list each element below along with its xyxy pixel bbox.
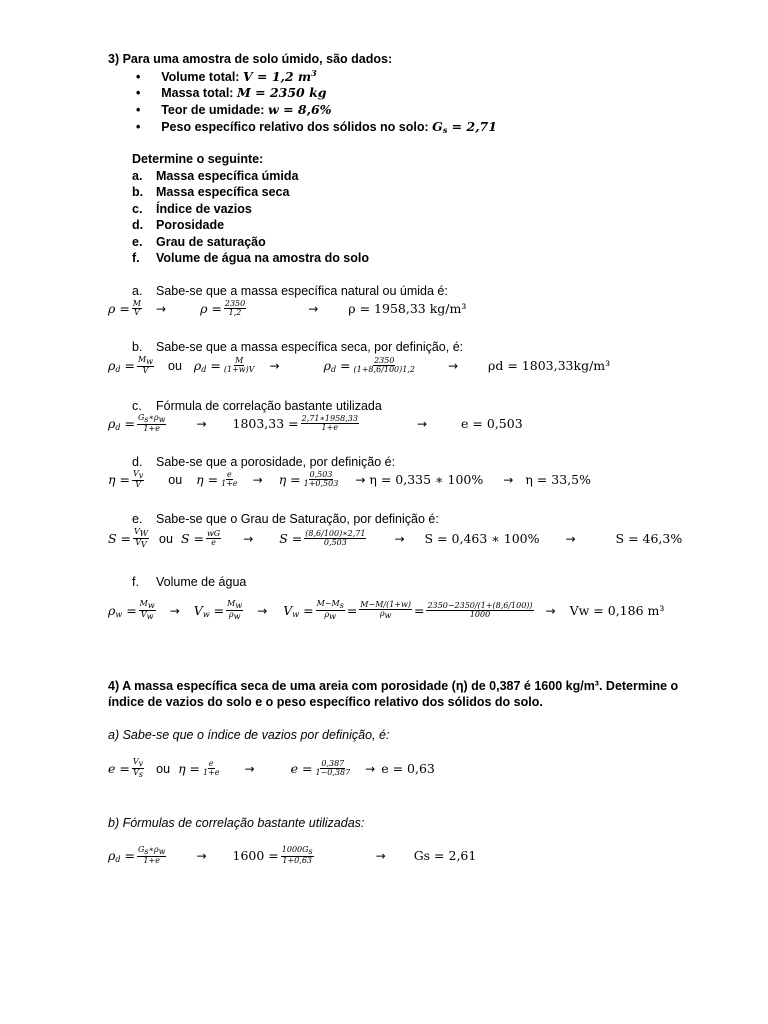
q4-b-label: b) Fórmulas de correlação bastante utilizadas:: [108, 816, 365, 830]
q4-heading-line2: índice de vazios do solo e o peso específico relativo dos sólidos do solo.: [108, 695, 543, 709]
result-rho-d: ρd = 1803,33kg/m³: [488, 358, 611, 374]
step-e-label: e. Sabe-se que o Grau de Saturação, por definição é:: [132, 512, 439, 526]
result-rho: ρ = 1958,33 kg/m³: [348, 301, 467, 317]
equation-q4-b: $\rho_d$ = $\frac{Gs∗\rho w}{1+e}$ → 1600 = $\frac{1000Gs}{1+0,63}$ → Gs = 2,61: [108, 845, 477, 866]
q4-a-label: a) Sabe-se que o índice de vazios por definição, é:: [108, 728, 390, 742]
step-b-label: b. Sabe-se que a massa específica seca, por definição, é:: [132, 340, 464, 354]
list-item: c. Índice de vazios: [132, 202, 252, 216]
equation-c: $\rho_d$ = $\frac{Gs∗\rho w}{1+e}$ → 1803,33 = $\frac{2,71∗1958,33}{1+e}$ → e = 0,503: [108, 413, 523, 434]
result-eta: η = 33,5%: [525, 472, 591, 488]
equation-d: η = $\frac{Vv}{V}$ ou η = $\frac{e}{1+e}$ → η = $\frac{0,503}{1+0,503}$ → η = 0,335 ∗ 100% → η = 33,5%: [108, 469, 591, 490]
bullet-mass: • Massa total: M = 2350 kg: [136, 85, 327, 100]
step-d-label: d. Sabe-se que a porosidade, por definição é:: [132, 455, 396, 469]
result-q4-e: e = 0,63: [381, 761, 435, 777]
bullet-gs: • Peso específico relativo dos sólidos no solo: $G_s = 2,71$: [136, 119, 497, 135]
result-e: e = 0,503: [461, 416, 523, 432]
q4-heading-line1: 4) A massa específica seca de uma areia com porosidade (η) de 0,387 é 1600 kg/m³. Determine o: [108, 679, 679, 693]
determine-label: Determine o seguinte:: [132, 152, 264, 166]
result-q4-gs: Gs = 2,61: [413, 848, 477, 864]
list-item: b. Massa específica seca: [132, 185, 290, 199]
equation-e: S = $\frac{VW}{VV}$ ou S = $\frac{wG}{e}$ → S = $\frac{(8,6/100)∗2,71}{0,503}$ → S = 0,463 ∗ 100% → S = 46,3%: [108, 527, 683, 550]
equation-b: $\rho_d$ = $\frac{Mw}{V}$ ou $\rho_d$ = $\frac{M}{(1+w)V}$ → $\rho_d$ = $\frac{2350}{(1+8,6/100)1,2}$ → ρd = 1803,33kg/m³: [108, 355, 611, 376]
list-item: a. Massa específica úmida: [132, 169, 299, 183]
list-item: f. Volume de água na amostra do solo: [132, 251, 370, 265]
equation-f: $\rho_w$ = $\frac{Mw}{Vw}$ → $V_w$ = $\frac{Mw}{\rho w}$ → $V_w$ = $\frac{M-Ms}{\rho w}$ = $\frac{M-M/(1+w)}{\rho w}$ = $\frac{2350-2350/(1+(8,6/100))}{1000}$ → Vw = 0,186 m³: [108, 599, 665, 622]
step-a-label: a. Sabe-se que a massa específica natural ou úmida é:: [132, 284, 448, 298]
q3-heading: 3) Para uma amostra de solo úmido, são dados:: [108, 52, 393, 66]
step-f-label: f. Volume de água: [132, 575, 247, 589]
step-c-label: c. Fórmula de correlação bastante utilizada: [132, 399, 382, 413]
equation-q4-a: e = $\frac{Vv}{Vs}$ ou η = $\frac{e}{1+e}$ → e = $\frac{0,387}{1-0,387}$ → e = 0,63: [108, 757, 435, 780]
result-s: S = 46,3%: [615, 531, 683, 547]
bullet-moisture: • Teor de umidade: w = 8,6%: [136, 102, 332, 117]
list-item: d. Porosidade: [132, 218, 225, 232]
equation-a: ρ = $\frac{M}{V}$ → ρ = $\frac{2350}{1,2}$ → ρ = 1958,33 kg/m³: [108, 299, 467, 318]
list-item: e. Grau de saturação: [132, 235, 266, 249]
result-vw: Vw = 0,186 m³: [569, 603, 665, 619]
bullet-volume: • Volume total: V = 1,2 $m^3$: [136, 68, 317, 84]
